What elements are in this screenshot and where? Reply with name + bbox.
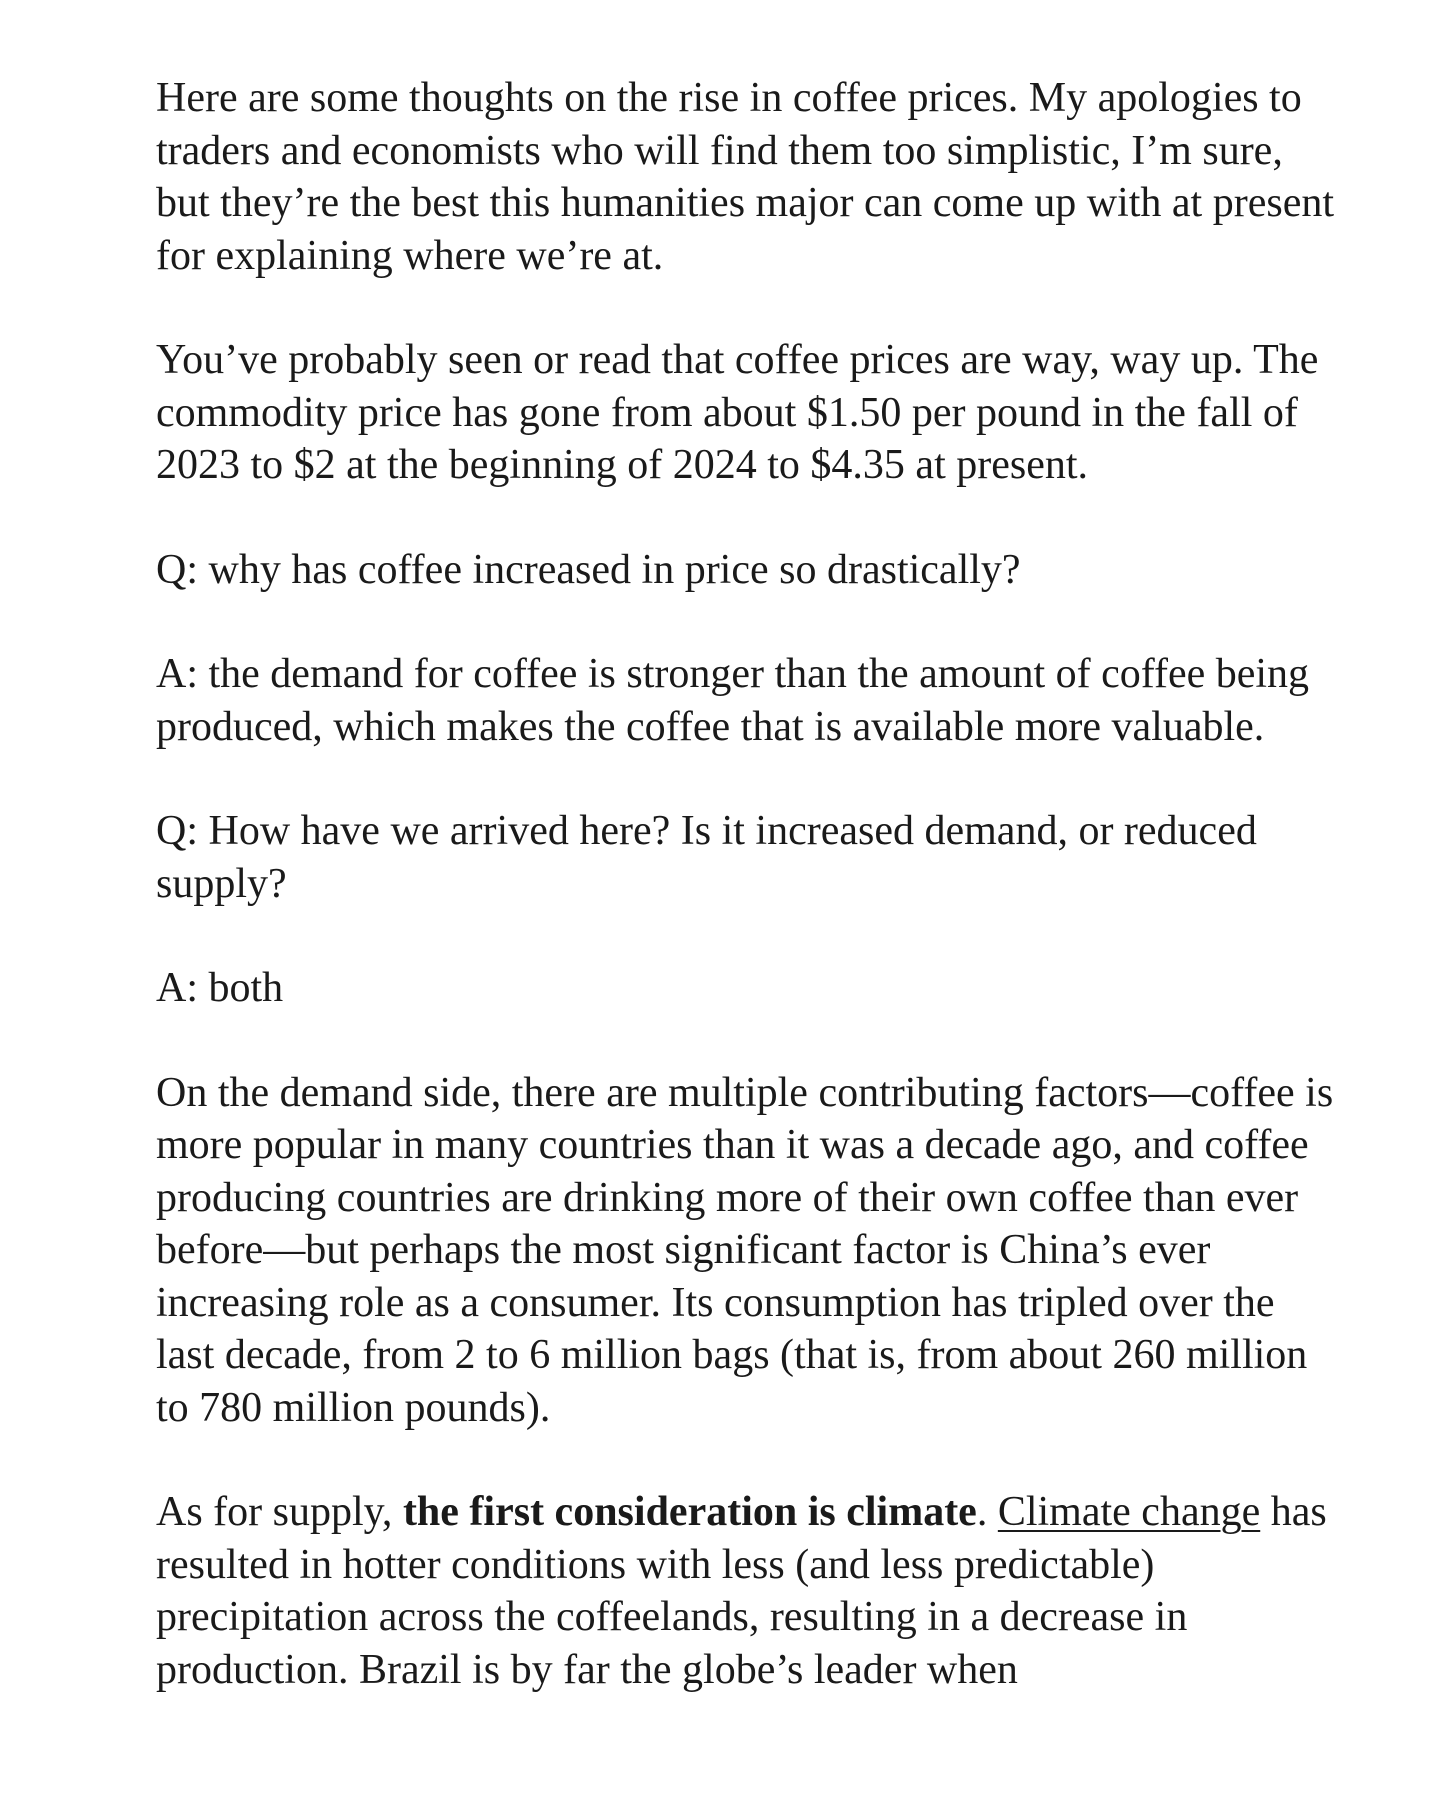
question-1: Q: why has coffee increased in price so drastically?: [156, 546, 1021, 593]
document-body: [156, 72, 1336, 1748]
paragraph-prices: You’ve probably seen or read that coffee prices are way, way up. The commodity price has gone from about $1.50 per pound in the fall of 2023 to $2 at the beginning of 2024 to $4.35 at present.: [156, 337, 1319, 488]
paragraph-demand: On the demand side, there are multiple contributing factors—coffee is more popular in many countries than it was a decade ago, and coffee producing countries are drinking more of their own coffee than ever before—but perhaps the most significant factor is China’s ever increasing role as a consumer. Its consumption has tripled over the last decade, from 2 to 6 million bags (that is, from about 260 million to 780 million pounds).: [156, 1069, 1334, 1431]
answer-2: A: both: [156, 965, 284, 1011]
supply-rest-text: has resulted in hotter conditions with less (and less predictable) precipitation across the coffeelands, resulting in a decrease in production. Brazil is by far the globe’s leader when: [156, 1489, 1327, 1693]
answer-1: A: the demand for coffee is stronger than the amount of coffee being produced, which makes the coffee that is available more valuable.: [156, 651, 1310, 750]
paragraph-intro: Here are some thoughts on the rise in coffee prices. My apologies to traders and economists who will find them too simplistic, I’m sure, but they’re the best this humanities major can come up with at present for explaining where we’re at.: [156, 75, 1335, 279]
paragraph-supply: [156, 1486, 1336, 1696]
climate-change-link[interactable]: Climate change: [997, 1489, 1261, 1535]
supply-lead-text: As for supply,: [156, 1489, 403, 1535]
supply-after-bold: .: [976, 1489, 998, 1535]
supply-bold-text: the first consideration is climate: [402, 1489, 977, 1535]
question-2: Q: How have we arrived here? Is it increased demand, or reduced supply?: [156, 808, 1257, 907]
